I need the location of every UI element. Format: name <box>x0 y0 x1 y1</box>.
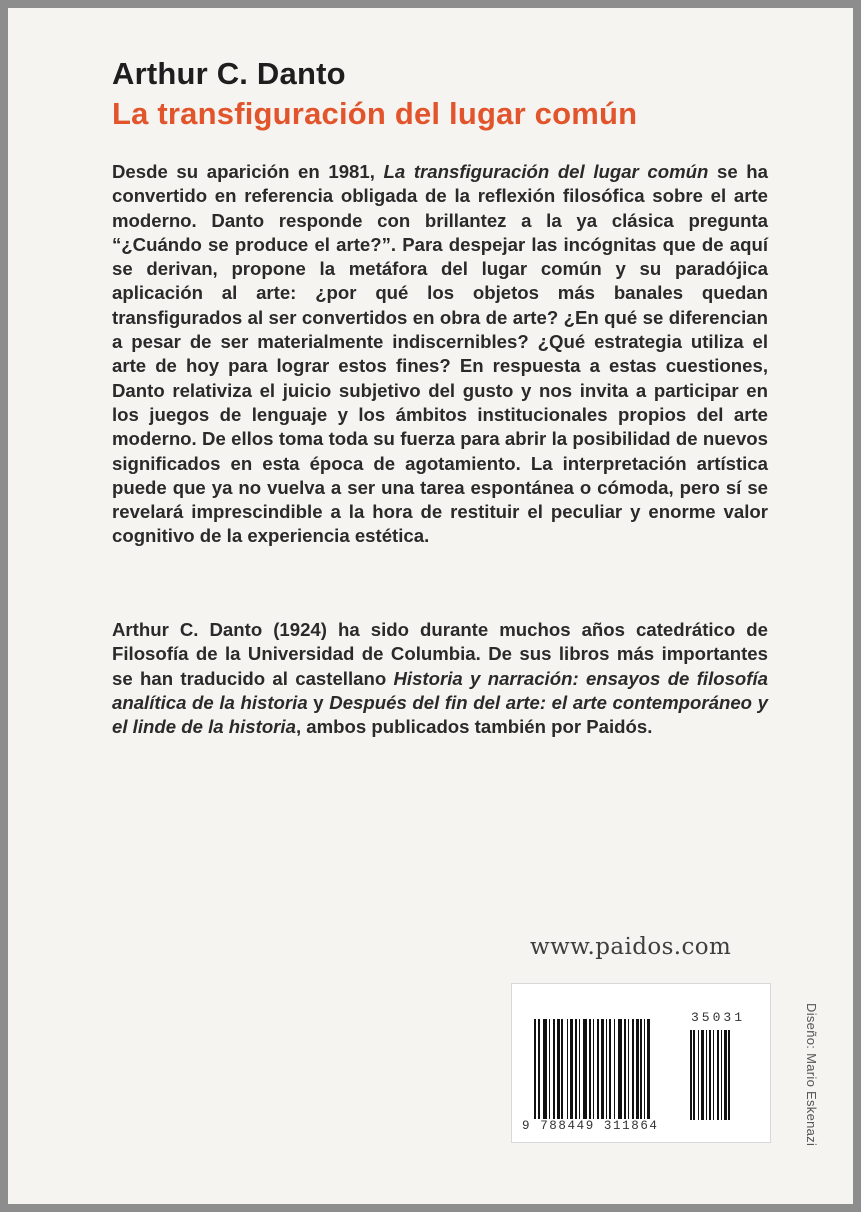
barcode-bar <box>583 1019 587 1119</box>
barcode-bar <box>698 1030 699 1120</box>
bio-book-title-2: Después del fin del arte: el arte contemporáneo y el linde de la historia <box>112 691 768 738</box>
barcode-addon-digits: 35031 <box>691 1010 746 1025</box>
barcode-bar <box>632 1019 634 1119</box>
barcode-bar <box>549 1019 550 1119</box>
bio-text-e: , ambos publicados también por Paidós. <box>295 716 653 738</box>
barcode-bar <box>628 1019 629 1119</box>
barcode-bar <box>561 1019 563 1119</box>
barcode-bar <box>589 1019 591 1119</box>
barcode-bar <box>721 1030 722 1120</box>
barcode-bar <box>640 1019 642 1119</box>
barcode-bar <box>593 1019 594 1119</box>
barcode-bar <box>618 1019 622 1119</box>
barcode-bar <box>601 1019 604 1119</box>
bio-text-c: y <box>307 691 330 713</box>
barcode-bar <box>728 1030 730 1120</box>
book-title: La transfiguración del lugar común <box>112 96 638 131</box>
barcode-bar <box>701 1030 704 1120</box>
barcode-bar <box>570 1019 573 1119</box>
barcode-bar <box>690 1030 692 1120</box>
barcode-bar <box>597 1019 599 1119</box>
barcode-ean-digits: 9 788449 311864 <box>522 1119 659 1133</box>
barcode-bar <box>579 1019 580 1119</box>
barcode-bar <box>557 1019 560 1119</box>
barcode-bar <box>609 1019 611 1119</box>
barcode-bar <box>709 1030 711 1120</box>
barcode-bar <box>567 1019 568 1119</box>
barcode-bar <box>636 1019 639 1119</box>
synopsis-text-rest: se ha convertido en referencia obligada de la reflexión filosófica sobre el arte moderno. Danto responde con brillantez a la ya clásica pregunta “¿Cuándo se produce el arte?”. Para despejar las incógnitas que de aquí se derivan, propone la metáfora del lugar común y su paradójica aplicación al arte: ¿por qué los objetos más banales quedan transfigurados al ser convertidos en obra de arte? ¿En qué se diferencian a pesar de ser materialmente indiscernibles? ¿Qué estrategia utiliza el arte de hoy para lograr estos fines? En respuesta a estas cuestiones, Danto relativiza el juicio subjetivo del gusto y nos invita a participar en los juegos de lenguaje y los ámbitos institucionales propios del arte moderno. De ellos toma toda su fuerza para abrir la posibilidad de nuevos significados en esta época de agotamiento. La interpretación artística puede que ya no vuelva a ser una tarea espontánea o cómoda, pero sí se revelará imprescindible a la hora de restituir el peculiar y enorme valor cognitivo de la experiencia estética. <box>112 161 768 547</box>
barcode-bar <box>575 1019 577 1119</box>
barcode-bar <box>693 1030 695 1120</box>
barcode-bar <box>624 1019 626 1119</box>
barcode-bar <box>644 1019 645 1119</box>
barcode-bar <box>713 1030 714 1120</box>
author-bio-paragraph <box>112 618 768 739</box>
publisher-website: www.paidos.com <box>530 934 732 960</box>
synopsis-text-start: Desde su aparición en 1981, <box>112 161 384 182</box>
synopsis-paragraph <box>112 160 768 549</box>
barcode-bar <box>614 1019 615 1119</box>
barcode-bar <box>647 1019 650 1119</box>
barcode-bar <box>706 1030 707 1120</box>
barcode-bar <box>717 1030 719 1120</box>
bio-text-a: Arthur C. Danto (1924) ha sido durante muchos años catedrático de Filosofía de la Universidad de Columbia. De sus libros más importantes se han traducido al castellano <box>112 619 768 689</box>
barcode-bar <box>543 1019 547 1119</box>
barcode-bar <box>606 1019 607 1119</box>
barcode-bar <box>724 1030 727 1120</box>
design-credit: Diseño: Mario Eskenazi <box>804 1003 819 1147</box>
barcode-bar <box>538 1019 540 1119</box>
synopsis-title-italic: La transfiguración del lugar común <box>383 161 709 182</box>
barcode-bar <box>534 1019 536 1119</box>
bio-book-title-1: Historia y narración: ensayos de filosofía analítica de la historia <box>112 667 768 713</box>
author-name: Arthur C. Danto <box>112 56 346 91</box>
barcode-bar <box>553 1019 555 1119</box>
isbn-barcode <box>511 983 771 1143</box>
